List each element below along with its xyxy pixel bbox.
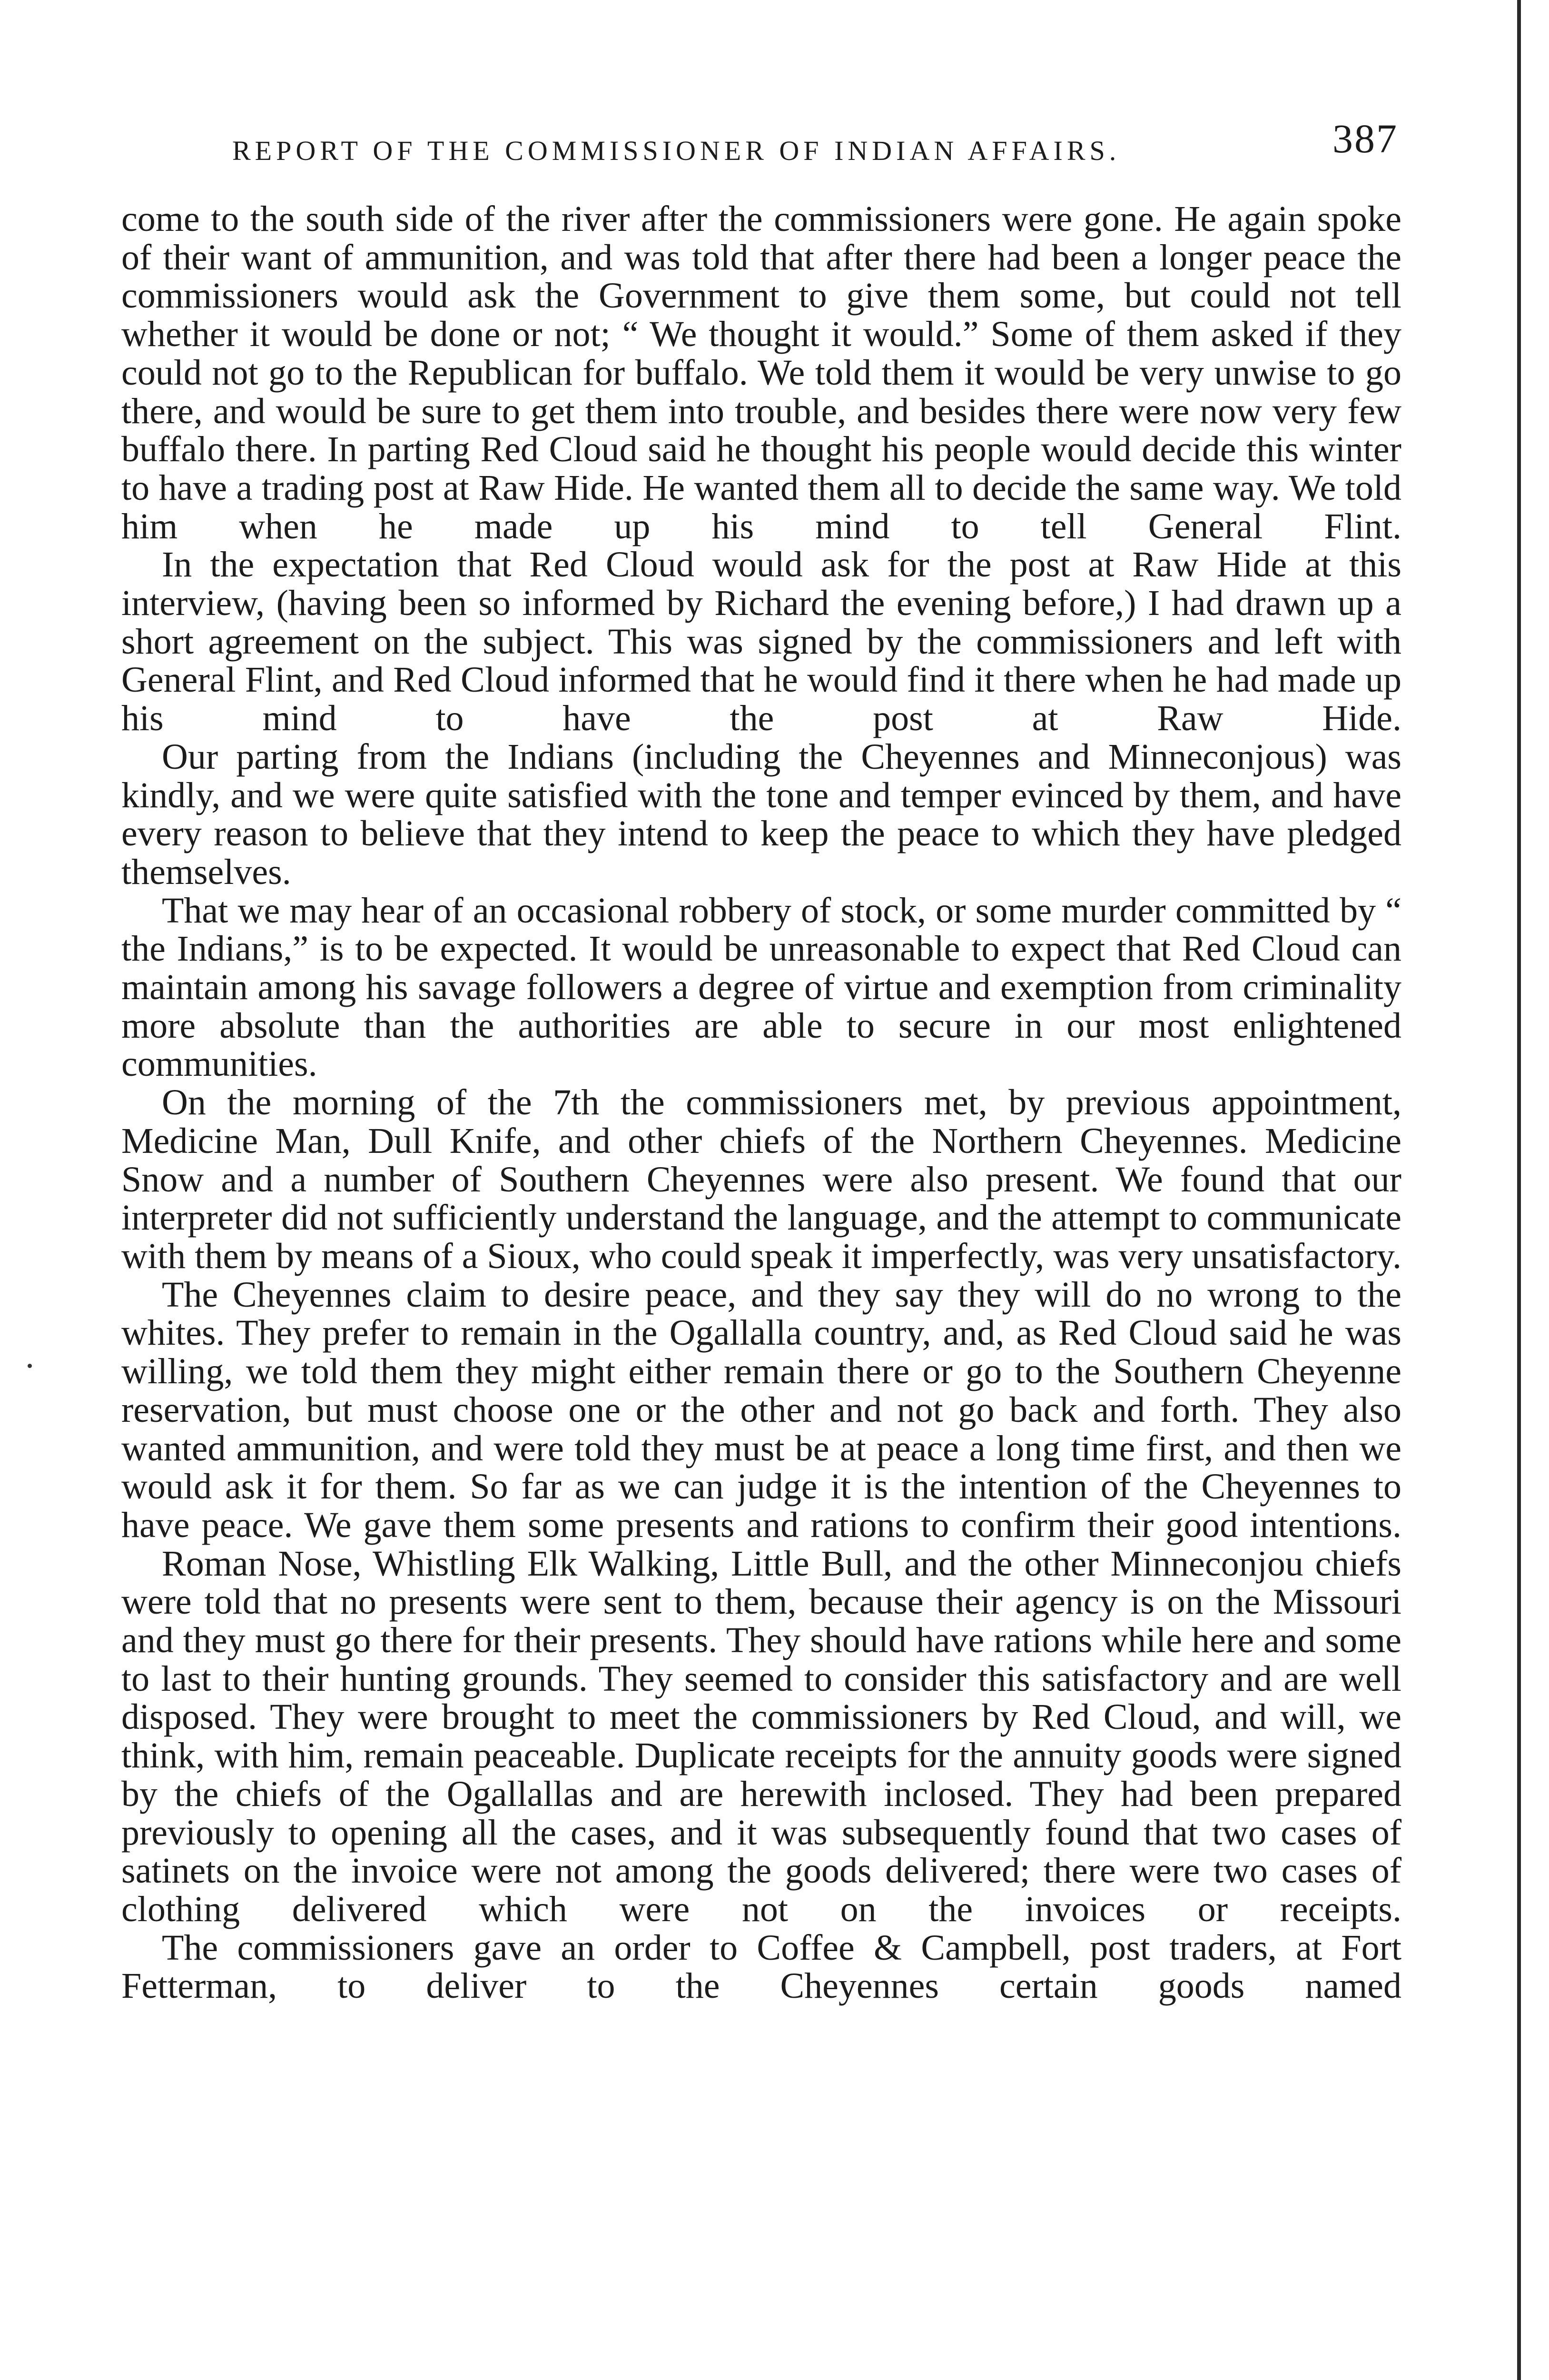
paragraph-8: The commissioners gave an order to Coffee & Campbell, post traders, at Fort Fetterman, to deliver to the Cheyennes certain goods named — [121, 1927, 1401, 2006]
paragraph-6: The Cheyennes claim to desire peace, and they say they will do no wrong to the whites. They prefer to remain in the Ogallalla country, and, as Red Cloud said he was willing, we told them they might either remain there or go to the Southern Cheyenne reservation, but must choose one or the other and not go back and forth. They also wanted ammunition, and were told they must be at peace a long time first, and then we would ask it for them. So far as we can judge it is the intention of the Cheyennes to have peace. We gave them some presents and rations to confirm their good intentions. — [121, 1274, 1401, 1545]
body-text — [121, 200, 1401, 2005]
paragraph-1: come to the south side of the river after the commissioners were gone. He again spoke of their want of ammunition, and was told that after there had been a longer peace the commissioners would ask the Government to give them some, but could not tell whether it would be done or not; “ We thought it would.” Some of them asked if they could not go to the Republican for buffalo. We told them it would be very unwise to go there, and would be sure to get them into trouble, and besides there were now very few buffalo there. In parting Red Cloud said he thought his people would decide this winter to have a trading post at Raw Hide. He wanted them all to decide the same way. We told him when he made up his mind to tell General Flint. — [121, 199, 1401, 546]
paragraph-2: In the expectation that Red Cloud would ask for the post at Raw Hide at this interview, (having been so informed by Richard the evening before,) I had drawn up a short agreement on the subject. This was signed by the commissioners and left with General Flint, and Red Cloud informed that he would find it there when he had made up his mind to have the post at Raw Hide. — [121, 545, 1401, 739]
scan-speck — [28, 1364, 32, 1368]
paragraph-3: Our parting from the Indians (including the Cheyennes and Minneconjous) was kindly, and we were quite satisfied with the tone and temper evinced by them, and have every reason to believe that they intend to keep the peace to which they have pledged themselves. — [121, 736, 1401, 892]
page-number: 387 — [1332, 116, 1398, 161]
paragraph-4: That we may hear of an occasional robbery of stock, or some murder committed by “ the Indians,” is to be expected. It would be unreasonable to expect that Red Cloud can maintain among his savage followers a degree of virtue and exemption from criminality more absolute than the authorities are able to secure in our most enlightened communities. — [121, 890, 1401, 1084]
scan-edge-line — [1517, 0, 1521, 2380]
paragraph-5: On the morning of the 7th the commissioners met, by previous appointment, Medicine Man, Dull Knife, and other chiefs of the Northern Cheyennes. Medicine Snow and a number of Southern Cheyennes were also present. We found that our interpreter did not sufficiently understand the language, and the attempt to communicate with them by means of a Sioux, who could speak it imperfectly, was very unsatisfactory. — [121, 1082, 1401, 1276]
paragraph-7: Roman Nose, Whistling Elk Walking, Little Bull, and the other Minneconjou chiefs were told that no presents were sent to them, because their agency is on the Missouri and they must go there for their presents. They should have rations while here and some to last to their hunting grounds. They seemed to consider this satisfactory and are well disposed. They were brought to meet the commissioners by Red Cloud, and will, we think, with him, remain peaceable. Duplicate receipts for the annuity goods were signed by the chiefs of the Ogallallas and are herewith inclosed. They had been prepared previously to opening all the cases, and it was subsequently found that two cases of satinets on the invoice were not among the goods delivered; there were two cases of clothing delivered which were not on the invoices or receipts. — [121, 1543, 1401, 1929]
header-title: REPORT OF THE COMMISSIONER OF INDIAN AFFAIRS. — [232, 135, 1121, 166]
running-header — [232, 116, 1398, 177]
